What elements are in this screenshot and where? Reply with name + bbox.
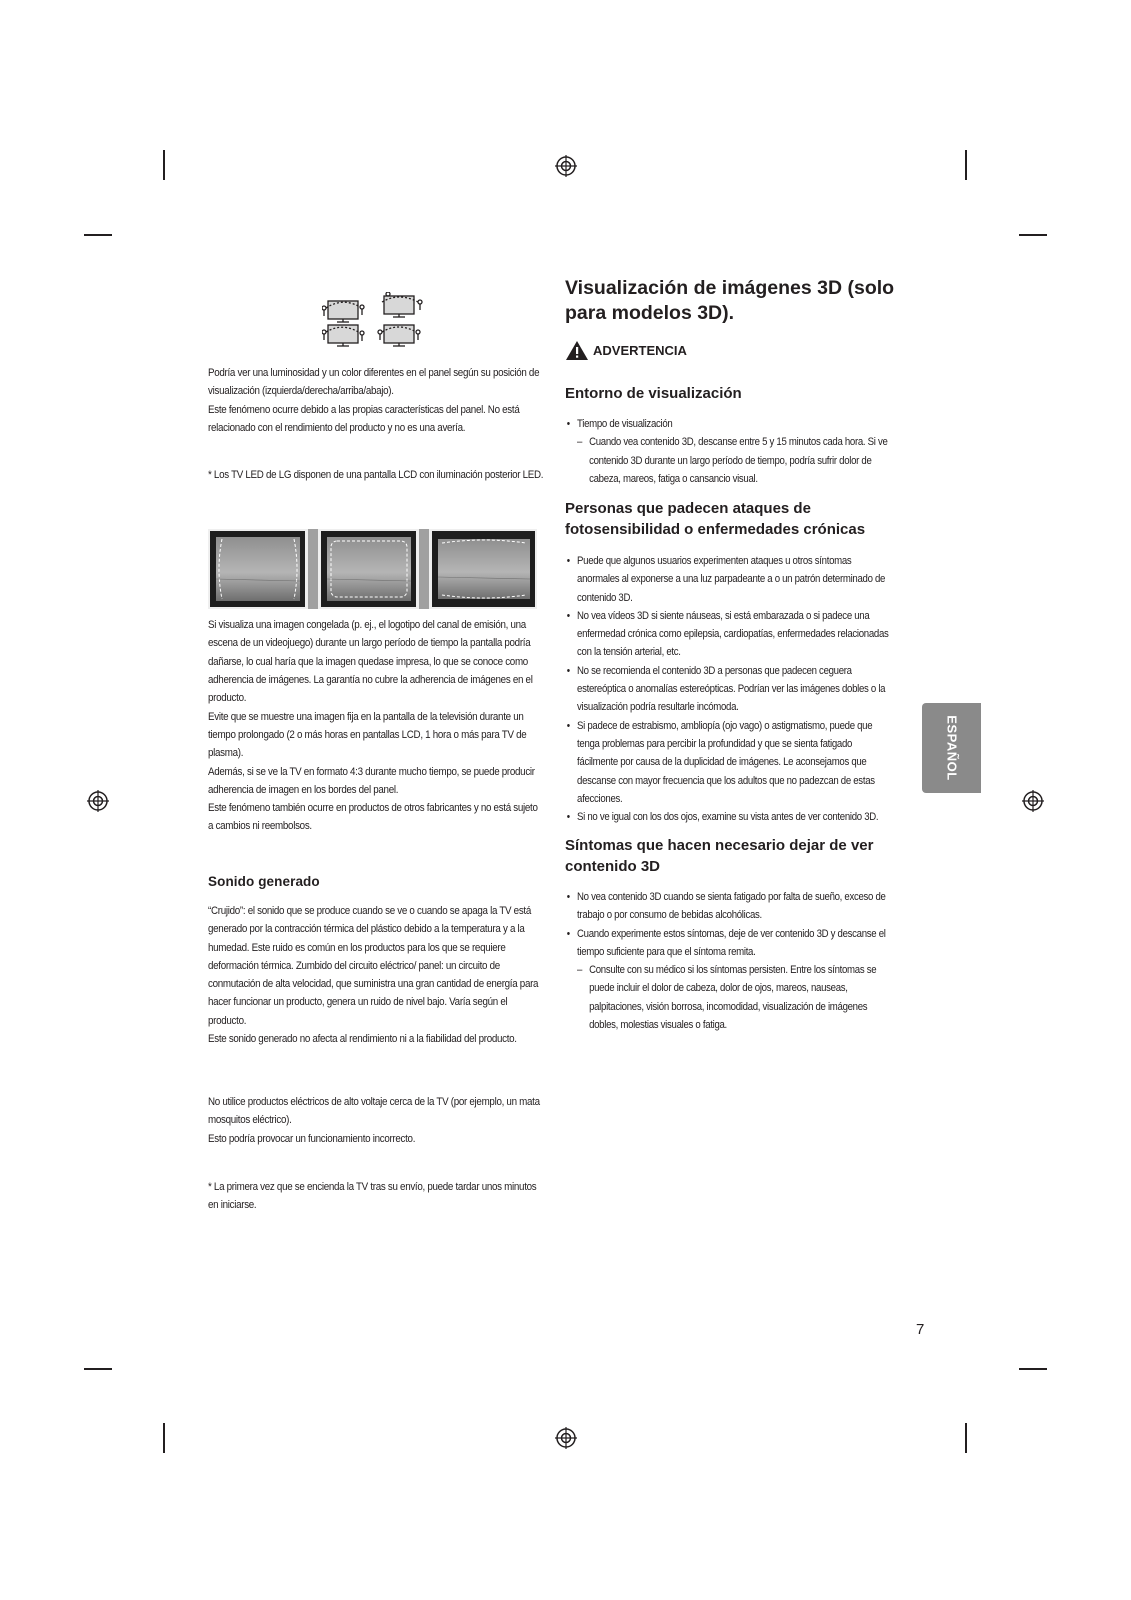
- list-item: [565, 888, 892, 925]
- startup-note: * La primera vez que se encienda la TV tras su envío, puede tardar unos minutos en iniciarse.: [208, 1181, 537, 1212]
- registration-mark-icon: [555, 1427, 577, 1449]
- list-item: [565, 925, 892, 1035]
- registration-mark-icon: [1022, 790, 1044, 812]
- viewing-angle-note: Este fenómeno ocurre debido a las propias características del panel. No está relacionado con el rendimiento del producto y no es una avería.: [208, 403, 520, 434]
- aspect-ratio-note: Además, si se ve la TV en formato 4:3 durante mucho tiempo, se puede producir adherencia de imagen en los bordes del panel.: [208, 765, 535, 796]
- language-tab: [922, 703, 981, 793]
- warning-label: ADVERTENCIA: [593, 343, 687, 358]
- warning-triangle-icon: [565, 340, 589, 361]
- viewing-environment-heading: Entorno de visualización: [565, 385, 742, 402]
- list-item: [565, 717, 892, 808]
- warning-box: [565, 340, 687, 361]
- photosensitivity-list: [565, 552, 892, 826]
- list-item: [565, 552, 892, 607]
- image-retention-illustration: [208, 529, 537, 609]
- list-item: [565, 607, 892, 662]
- page-number: 7: [916, 1321, 925, 1338]
- high-voltage-note: No utilice productos eléctricos de alto voltaje cerca de la TV (por ejemplo, un mata mosquitos eléctrico).: [208, 1096, 540, 1127]
- crop-mark: [163, 1423, 165, 1453]
- language-tab-label: ESPAÑOL: [944, 715, 959, 781]
- list-item: [565, 415, 892, 488]
- list-item-text: No se recomienda el contenido 3D a personas que padecen ceguera estereóptica o anomalías estereópticas. Podrían ver las imágenes dobles o la visualización podría resultarle incómoda.: [577, 664, 886, 714]
- list-item: [565, 662, 892, 717]
- stop-symptoms-list: [565, 888, 892, 1034]
- crop-mark: [163, 150, 165, 180]
- list-item-text: Si padece de estrabismo, ambliopía (ojo vago) o astigmatismo, puede que tenga problemas para percibir la profundidad y que se sienta fatigado fácilmente por causa de la duplicidad de imágenes. Le aconsejamos que descanse con mayor frecuencia que los adultos que no padezcan de estas afecciones.: [577, 719, 875, 805]
- photosensitivity-heading: Personas que padecen ataques de fotosensibilidad o enfermedades crónicas: [565, 500, 866, 538]
- list-item-text: Puede que algunos usuarios experimenten ataques u otros síntomas anormales al exponerse a una luz parpadeante a o un patrón determinado de contenido 3D.: [577, 555, 886, 604]
- sound-text: “Crujido”: el sonido que se produce cuando se ve o cuando se apaga la TV está generado por la contracción térmica del plástico debido a la temperatura y a la humedad. Este ruido es común en los productos para los que se requiere deformación térmica. Zumbido del circuito eléctrico/ panel: un circuito de conmutación de alta velocidad, que suministra una gran cantidad de energía para hacer funcionar un producto, genera un ruido de nivel bajo. Varía según el producto.: [208, 905, 539, 1027]
- malfunction-note: Esto podría provocar un funcionamiento incorrecto.: [208, 1132, 416, 1145]
- static-image-warning: Evite que se muestre una imagen fija en la pantalla de la televisión durante un tiempo prolongado (2 o más horas en pantallas LCD, 1 hora o más para TV de plasma).: [208, 710, 527, 760]
- viewing-angle-text: Podría ver una luminosidad y un color diferentes en el panel según su posición de visualización (izquierda/derecha/arriba/abajo).: [208, 367, 540, 398]
- crop-mark: [84, 1368, 112, 1370]
- registration-mark-icon: [87, 790, 109, 812]
- viewing-environment-list: [565, 415, 892, 488]
- led-note: * Los TV LED de LG disponen de una pantalla LCD con iluminación posterior LED.: [208, 469, 544, 481]
- list-item: [565, 808, 892, 826]
- sound-note: Este sonido generado no afecta al rendimiento ni a la fiabilidad del producto.: [208, 1033, 517, 1045]
- crop-mark: [965, 1423, 967, 1453]
- image-retention-text: Si visualiza una imagen congelada (p. ej., el logotipo del canal de emisión, una escena de un videojuego) durante un largo período de tiempo la pantalla podría dañarse, lo cual haría que la imagen quedase impresa, lo que se conoce como adherencia de imágenes. La garantía no cubre la adherencia de imágenes en el producto.: [208, 619, 533, 705]
- other-manufacturers-note: Este fenómeno también ocurre en productos de otros fabricantes y no está sujeto a cambios ni reembolsos.: [208, 802, 538, 833]
- crop-mark: [84, 234, 112, 236]
- crop-mark: [1019, 1368, 1047, 1370]
- crop-mark: [1019, 234, 1047, 236]
- list-item-text: Cuando experimente estos síntomas, deje de ver contenido 3D y descanse el tiempo suficiente para que el síntoma remita.: [577, 927, 886, 958]
- list-item-text: Si no ve igual con los dos ojos, examine su vista antes de ver contenido 3D.: [577, 811, 879, 824]
- sub-list-item: – Cuando vea contenido 3D, descanse entre 5 y 15 minutos cada hora. Si ve contenido 3D durante un largo período de tiempo, podría sufrir dolor de cabeza, mareos, fatiga o cansancio visual.: [577, 433, 892, 488]
- list-item-text: Tiempo de visualización: [577, 418, 673, 430]
- sound-heading: Sonido generado: [208, 874, 320, 889]
- crop-mark: [965, 150, 967, 180]
- list-item-text: No vea contenido 3D cuando se sienta fatigado por falta de sueño, exceso de trabajo o por consumo de bebidas alcohólicas.: [577, 891, 886, 922]
- sub-list: [577, 433, 892, 488]
- section-title: Visualización de imágenes 3D (solo para modelos 3D).: [565, 277, 895, 324]
- stop-symptoms-heading: Síntomas que hacen necesario dejar de ver contenido 3D: [565, 837, 874, 875]
- tv-viewing-angle-icon: [322, 292, 430, 348]
- list-item-text: No vea vídeos 3D si siente náuseas, si está embarazada o si padece una enfermedad crónica como epilepsia, cardiopatías, enfermedades relacionadas con la tensión arterial, etc.: [577, 609, 889, 659]
- registration-mark-icon: [555, 155, 577, 177]
- sub-list-item: – Consulte con su médico si los síntomas persisten. Entre los síntomas se puede incluir el dolor de cabeza, dolor de ojos, mareos, nauseas, palpitaciones, visión borrosa, incomodidad, visualización de imágenes dobles, molestias visuales o fatiga.: [577, 961, 892, 1034]
- sub-list: [577, 961, 892, 1034]
